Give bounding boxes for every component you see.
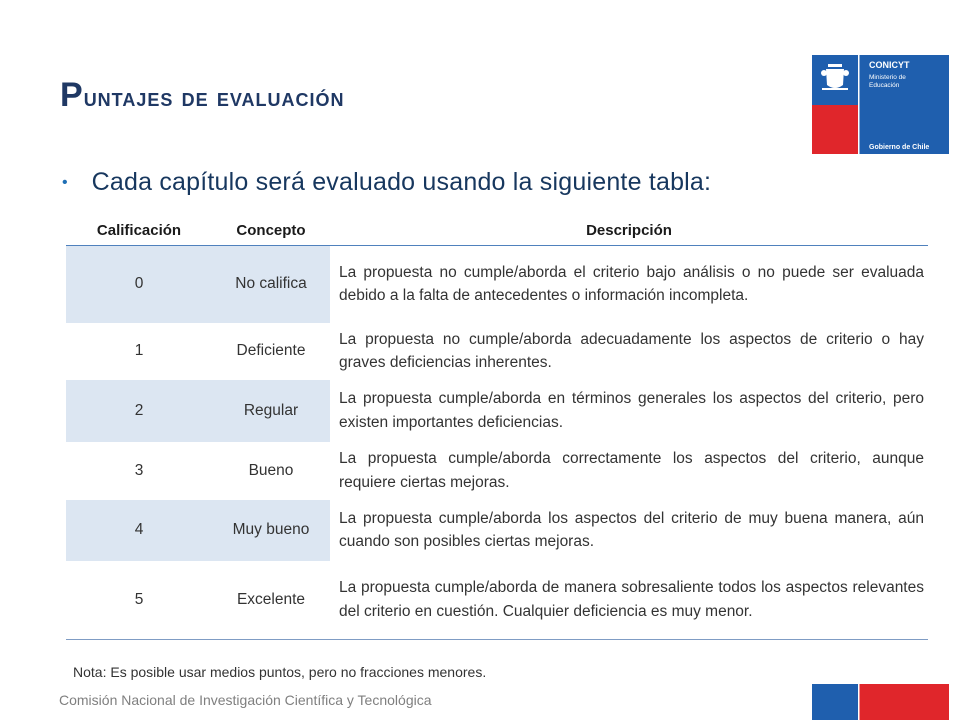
header-concept: Concepto xyxy=(212,216,330,246)
header-score: Calificación xyxy=(66,216,212,246)
logo-ministry-line2: Educación xyxy=(869,82,900,89)
slide-title-rest: untajes de evaluación xyxy=(83,82,345,112)
row-concept: Muy bueno xyxy=(212,500,330,561)
slide-title-initial: P xyxy=(60,76,84,114)
footer-institution: Comisión Nacional de Investigación Científica y Tecnológica xyxy=(59,692,432,708)
table-row xyxy=(66,246,928,323)
table-row xyxy=(66,561,928,640)
slide-title xyxy=(60,76,345,115)
row-description: La propuesta cumple/aborda los aspectos del criterio de muy buena manera, aún cuando son posibles ciertas mejoras. xyxy=(339,509,924,550)
row-description: La propuesta no cumple/aborda adecuadamente los aspectos de criterio o hay graves deficiencias inherentes. xyxy=(339,330,924,371)
grades-table xyxy=(66,216,928,640)
conicyt-logo xyxy=(812,55,949,154)
row-concept: Regular xyxy=(212,380,330,442)
row-description: La propuesta cumple/aborda de manera sobresaliente todos los aspectos relevantes del criterio en cuestión. Cualquier deficiencia es muy menor. xyxy=(330,561,928,640)
logo-government: Gobierno de Chile xyxy=(869,144,930,151)
row-score: 3 xyxy=(134,461,144,479)
bullet-point xyxy=(62,168,711,197)
table-note: Nota: Es posible usar medios puntos, pero no fracciones menores. xyxy=(73,664,487,680)
row-score: 2 xyxy=(66,380,212,442)
row-description: La propuesta no cumple/aborda el criterio bajo análisis o no puede ser evaluada debido a la falta de antecedentes o información incompleta. xyxy=(339,263,924,305)
row-concept: Bueno xyxy=(248,461,294,479)
header-description: Descripción xyxy=(330,216,928,246)
row-description: La propuesta cumple/aborda en términos generales los aspectos del criterio, pero existen importantes deficiencias. xyxy=(339,390,924,431)
table-row xyxy=(66,500,928,561)
row-concept: No califica xyxy=(212,246,330,323)
bullet-text: Cada capítulo será evaluado usando la siguiente tabla: xyxy=(91,168,712,196)
logo-ministry-line1: Ministerio de xyxy=(869,74,906,81)
row-score: 4 xyxy=(66,500,212,561)
table-row xyxy=(66,442,928,500)
table-row xyxy=(66,323,928,380)
row-score: 1 xyxy=(134,342,144,359)
flag-stripe-icon xyxy=(812,684,949,720)
bullet-dot-icon: • xyxy=(62,173,68,191)
row-concept: Deficiente xyxy=(236,342,306,359)
table-row xyxy=(66,380,928,442)
row-description: La propuesta cumple/aborda correctamente los aspectos del criterio, aunque requiere ciertas mejoras. xyxy=(339,450,924,491)
row-concept: Excelente xyxy=(212,561,330,640)
row-score: 0 xyxy=(66,246,212,323)
row-score: 5 xyxy=(66,561,212,640)
table-header-row xyxy=(66,216,928,246)
logo-brand: CONICYT xyxy=(869,60,910,70)
